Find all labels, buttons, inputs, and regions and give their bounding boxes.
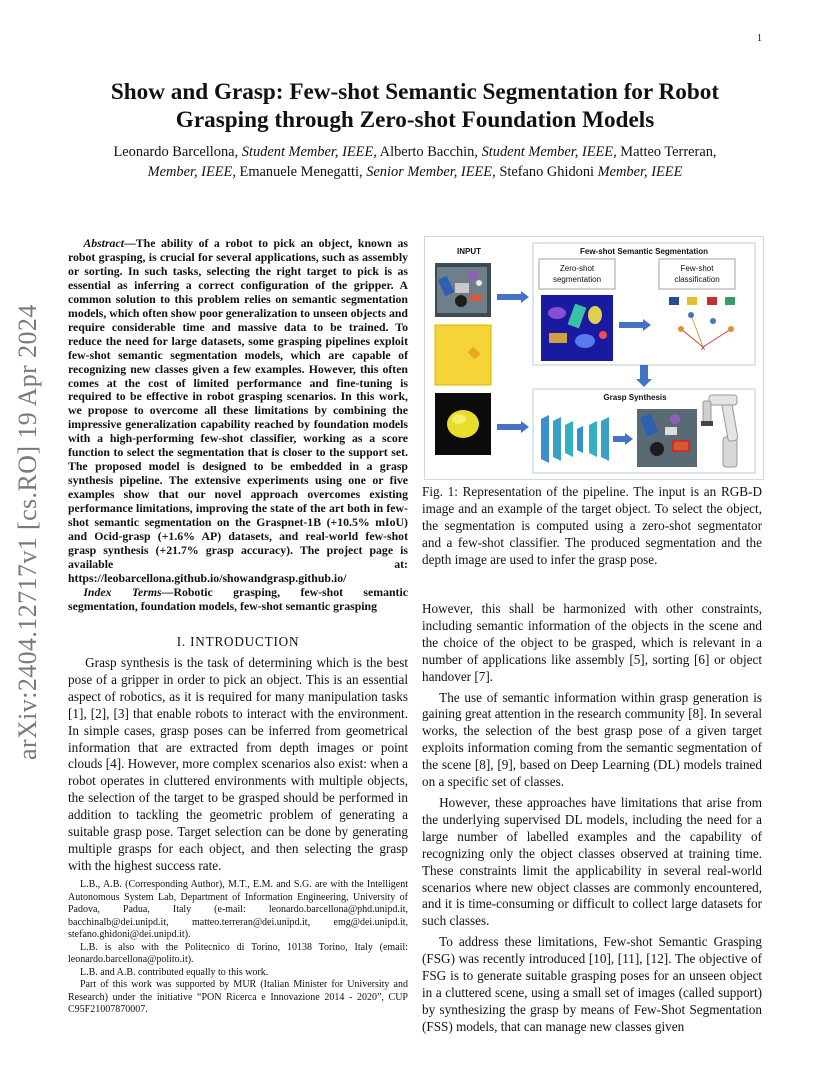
section-heading-introduction: I. INTRODUCTION	[176, 634, 300, 649]
author-5-role: Member, IEEE	[597, 164, 683, 180]
pipeline-figure	[424, 236, 764, 480]
footnote-funding: Part of this work was supported by MUR (Italian Minister for University and Research) under the initiative “PON Ricerca e Innovazione 2014 - 2020”, CUP C95F21007870007.	[68, 979, 408, 1016]
input-rgb-image	[435, 263, 491, 317]
input-support-image	[435, 393, 491, 455]
author-2: Alberto Bacchin,	[379, 144, 478, 160]
author-5: Stefano Ghidoni	[499, 164, 595, 180]
author-3-role: Member, IEEE,	[147, 164, 236, 180]
page-number: 1	[757, 33, 762, 44]
author-4: Emanuele Menegatti,	[239, 164, 363, 180]
right-paragraph-3: However, these approaches have limitations that arise from the underlying supervised DL models, including the need for a large number of labelled examples and the capability of recognizing only the object classes observed at training time. These constraints limit the applicability in several real-world scenarios where new object classes are commonly encountered, and it is time-consuming or difficult to collect large datasets for such classes.	[422, 794, 762, 929]
figure-caption: Fig. 1: Representation of the pipeline. The input is an RGB-D image and an example of the target object. To select the object, the segmentation is computed using a zero-shot segmentator and a few-shot classifier. The produced segmentation and the depth image are used to infer the grasp pose.	[422, 484, 762, 567]
svg-text:×: ×	[700, 343, 706, 353]
author-list	[90, 142, 740, 182]
paper-title: Show and Grasp: Few-shot Semantic Segmentation for Robot Grasping through Zero-shot Foundation Models	[110, 79, 720, 133]
figure-few-shot-label-2: classification	[674, 275, 720, 284]
footnote-affiliation: L.B., A.B. (Corresponding Author), M.T., E.M. and S.G. are with the Intelligent Autonomous System Lab, Department of Information Engineering, University of Padova, Padua, Italy (e-mail: leonardo.barcellona@phd.unipd.it, bacchinalb@dei.unipd.it, matteo.terreran@dei.unipd.it, emg@dei.unipd.it, stefano.ghidoni@dei.unipd.it).	[68, 879, 408, 941]
input-depth-image	[435, 325, 491, 385]
right-paragraph-2: The use of semantic information within grasp generation is gaining great attention in the research community [8]. In several works, the selection of the best grasp pose of a given target exploits information coming from the semantic segmentation of the scene [8], [9], based on Deep Learning (DL) models trained on a specific set of classes.	[422, 689, 762, 790]
arxiv-stamp: arXiv:2404.12717v1 [cs.RO] 19 Apr 2024	[13, 304, 42, 760]
right-paragraph-1: However, this shall be harmonized with other constraints, including semantic information of the objects in the scene and the choice of the object to be grasped, which is relevant in a number of applications like assembly [5], sorting [6] or object handover [7].	[422, 601, 762, 684]
intro-paragraph	[68, 655, 408, 875]
index-terms-text: —Robotic grasping, few-shot semantic segmentation, foundation models, few-shot semantic grasping	[68, 585, 408, 613]
zero-shot-segmentation-image	[541, 295, 613, 361]
author-1-role: Student Member, IEEE,	[241, 144, 377, 160]
index-terms	[68, 585, 408, 613]
intro-text: Grasp synthesis is the task of determining which is the best pose of a gripper in order to pick an object. This is an essential aspect of robotics, as it is required for many manipulation tasks [1], [2], [3] that enable robots to interact with the environment. In simple cases, grasp poses can be inferred from geometrical information that are extracted from depth images or point clouds [4]. However, more complex scenarios also exist: when a robot operates in cluttered environments with multiple objects, the selection of the target to be grasped should be performed in addition to tackling the geometric problem of generating a suitable grasp pose. Target selection can be done by generating multiple grasps for each object, and then selecting the grasp with the highest success rate.	[68, 655, 408, 873]
right-column-text	[422, 601, 762, 1040]
footnote-equal-contribution: L.B. and A.B. contributed equally to this work.	[80, 966, 269, 978]
figure-few-shot-label-1: Few-shot	[680, 264, 714, 273]
right-paragraph-4: To address these limitations, Few-shot Semantic Grasping (FSG) was recently introduced [10], [11], [12]. The objective of FSG is to generate suitable grasping poses for an unseen object in a cluttered scene, using a small set of images (called support) by synthesizing the grasp by means of Few-Shot Segmentation (FSS) models, that can manage new classes given	[422, 934, 762, 1034]
author-1: Leonardo Barcellona,	[113, 144, 239, 160]
footnotes	[68, 879, 408, 1017]
figure-zero-shot-label-2: segmentation	[552, 275, 602, 284]
author-2-role: Student Member, IEEE,	[481, 144, 617, 160]
few-shot-classifier-graph	[659, 295, 749, 361]
figure-fss-label: Few-shot Semantic Segmentation	[579, 247, 709, 256]
figure-grasp-label: Grasp Synthesis	[603, 393, 667, 402]
figure-zero-shot-label-1: Zero-shot	[559, 264, 595, 273]
abstract	[68, 237, 408, 586]
index-terms-label: Index Terms	[83, 585, 162, 599]
author-3: Matteo Terreran,	[620, 144, 717, 160]
footnote-polito: L.B. is also with the Politecnico di Torino, 10138 Torino, Italy (email: leonardo.barcellona@polito.it).	[68, 941, 408, 966]
abstract-label: Abstract	[83, 236, 124, 250]
abstract-text: —The ability of a robot to pick an object, known as robot grasping, is crucial for several applications, such as assembly or sorting. In such tasks, selecting the right target to pick is as essential as inferring a correct configuration of the gripper. A common solution to this problem relies on semantic segmentation models, which often show poor generalization to unseen objects and require considerable time and massive data to be trained. To reduce the need for large datasets, some grasping pipelines exploit few-shot semantic segmentation models, which are capable of recognizing new classes given a few examples. However, this often comes at the cost of limited performance and fine-tuning is required to be effective in robot grasping scenarios. In this work, we propose to overcome all these limitations by combining the impressive generalization capability reached by foundation models with a high-performing few-shot classifier, working as a score function to select the segmentation that is closer to the support set. The proposed model is designed to be embedded in a grasp synthesis pipeline. The extensive experiments using one or five examples show that our novel approach overcomes existing performance limitations, improving the state of the art both in few-shot semantic segmentation on the Graspnet-1B (+10.5% mIoU) and Ocid-grasp (+1.6% AP) datasets, and real-world few-shot grasp synthesis (+21.7% grasp accuracy). The project page is available at: https://leobarcellona.github.io/showandgrasp.github.io/	[68, 236, 408, 585]
grasp-result-image	[637, 409, 697, 467]
author-4-role: Senior Member, IEEE,	[366, 164, 496, 180]
figure-input-label: INPUT	[457, 247, 481, 256]
